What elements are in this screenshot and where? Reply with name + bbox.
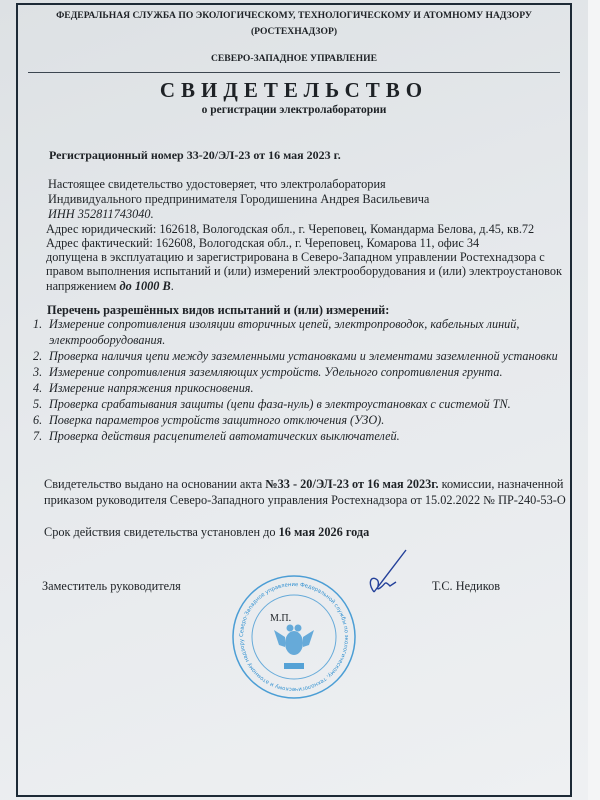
act-number: №33 - 20/ЭЛ-23 от 16 мая 2023г. <box>265 477 439 491</box>
item-number: 1. <box>33 317 43 331</box>
actual-address: Адрес фактический: 162608, Вологодская обл., г. Череповец, Комарова 11, офис 34 <box>46 236 480 250</box>
list-item <box>33 365 503 380</box>
item-number: 3. <box>33 365 43 379</box>
item-text: Измерение сопротивления изоляции вторичных цепей, электропроводок, кабельных линий, <box>49 317 520 331</box>
body-line-5 <box>46 279 174 294</box>
handwritten-signature <box>360 548 410 598</box>
seal-mark: М.П. <box>270 613 292 624</box>
official-stamp <box>232 575 356 699</box>
list-item <box>33 429 400 444</box>
basis-suffix: комиссии, назначенной <box>438 477 564 491</box>
item-text: Поверка параметров устройств защитного отключения (УЗО). <box>49 413 385 427</box>
validity <box>44 525 369 540</box>
body-line-3: допущена в эксплуатацию и зарегистрирована в Северо-Западном управлении Ростехнадзора с <box>46 250 545 264</box>
list-item <box>33 413 384 428</box>
voltage-prefix: напряжением <box>46 279 120 293</box>
voltage-suffix: . <box>170 279 174 293</box>
item-number: 2. <box>33 349 43 363</box>
header-divider <box>28 72 560 73</box>
signer-position: Заместитель руководителя <box>42 579 181 593</box>
stamp-text: Северо-Западное управление Федеральной службы по экологическому, технологическому и атомному надзору <box>238 581 350 693</box>
inn: ИНН 352811743040. <box>48 207 154 221</box>
registration-number: Регистрационный номер 33-20/ЭЛ-23 от 16 мая 2023 г. <box>49 148 341 162</box>
voltage-limit: до 1000 В <box>119 279 171 293</box>
signer-name: Т.С. Недиков <box>432 579 501 593</box>
page-edge <box>588 0 600 800</box>
list-item <box>33 397 511 412</box>
agency-short-name: (РОСТЕХНАДЗОР) <box>250 26 338 37</box>
item-text: Проверка наличия цепи между заземленными установками и элементами заземленной установки <box>49 349 558 363</box>
basis-line-2: приказом руководителя Северо-Западного управления Ростехнадзора от 15.02.2022 № ПР-240-53-О <box>44 493 566 507</box>
tests-heading: Перечень разрешённых видов испытаний и (или) измерений: <box>47 303 390 317</box>
body-line-4: правом выполнения испытаний и (или) измерений электрооборудования и (или) электроустановок <box>46 264 562 278</box>
basis-line-1 <box>44 477 563 492</box>
stamp-plate <box>284 663 304 669</box>
item-text: Проверка действия расцепителей автоматических выключателей. <box>49 429 400 443</box>
list-item <box>33 381 254 396</box>
list-item-continuation: электрооборудования. <box>49 333 166 347</box>
agency-name: ФЕДЕРАЛЬНАЯ СЛУЖБА ПО ЭКОЛОГИЧЕСКОМУ, ТЕХНОЛОГИЧЕСКОМУ И АТОМНОМУ НАДЗОРУ <box>56 10 532 21</box>
item-number: 7. <box>33 429 43 443</box>
validity-prefix: Срок действия свидетельства установлен до <box>44 525 279 539</box>
eagle-emblem-icon <box>274 625 314 656</box>
basis-prefix: Свидетельство выдано на основании акта <box>44 477 266 491</box>
item-text: Измерение сопротивления заземляющих устройств. Удельного сопротивления грунта. <box>49 365 503 379</box>
validity-date: 16 мая 2026 года <box>278 525 370 539</box>
department-name: СЕВЕРО-ЗАПАДНОЕ УПРАВЛЕНИЕ <box>210 53 378 64</box>
item-number: 5. <box>33 397 43 411</box>
item-text: Проверка срабатывания защиты (цепи фаза-нуль) в электроустановках с системой TN. <box>49 397 511 411</box>
list-item <box>33 349 558 364</box>
legal-address: Адрес юридический: 162618, Вологодская обл., г. Череповец, Командарма Белова, д.45, кв.72 <box>46 222 535 236</box>
body-line-2: Индивидуального предпринимателя Городишенина Андрея Васильевича <box>48 192 430 206</box>
item-number: 4. <box>33 381 43 395</box>
document-title: СВИДЕТЕЛЬСТВО <box>159 78 429 102</box>
list-item <box>33 317 519 332</box>
item-text: Измерение напряжения прикосновения. <box>49 381 254 395</box>
document-subtitle: о регистрации электролаборатории <box>201 104 387 116</box>
item-number: 6. <box>33 413 43 427</box>
body-line-1: Настоящее свидетельство удостоверяет, что электролаборатория <box>48 177 386 191</box>
